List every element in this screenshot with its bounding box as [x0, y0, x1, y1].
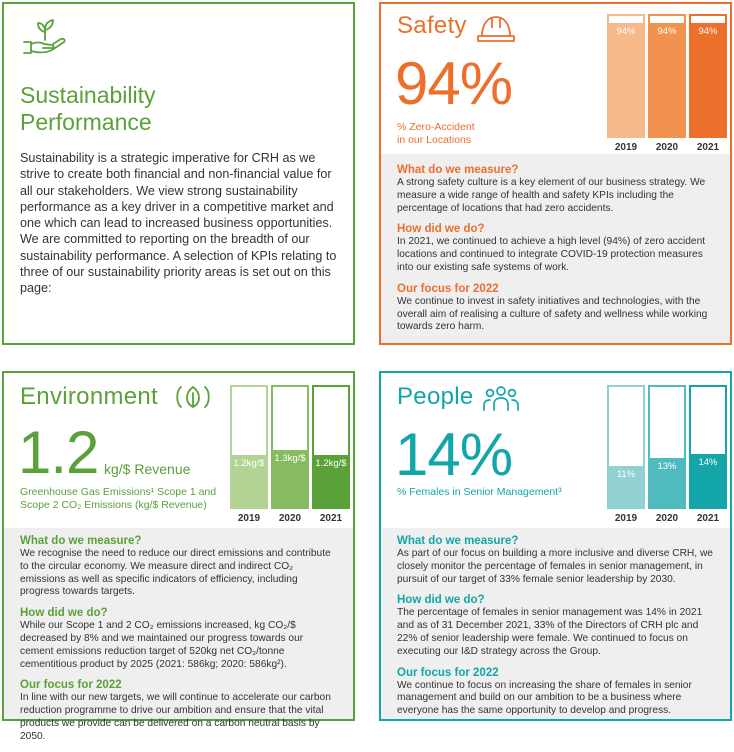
year-label-2021: 2021: [319, 513, 343, 524]
bar-2021: [691, 23, 725, 136]
people-focus-heading: Our focus for 2022: [397, 666, 499, 679]
safety-measure-heading: What do we measure?: [397, 164, 519, 176]
hand-plant-icon: [22, 18, 68, 56]
safety-title: Safety: [397, 12, 467, 39]
bar-frame-2019: [607, 385, 645, 509]
safety-kpi-label: % Zero-Accident in our Locations: [397, 121, 475, 146]
environment-panel: [2, 371, 355, 742]
bar-frame-2021: [689, 385, 727, 509]
people-how-heading: How did we do?: [397, 594, 485, 607]
safety-how-text: In 2021, we continued to achieve a high level (94%) of zero accident locations and continued to integrate COVID-19 protection measures into our existing safe systems of work.: [397, 236, 706, 273]
bar-frame-2019: [230, 385, 268, 509]
hard-hat-icon: [476, 10, 516, 46]
environment-details: [4, 528, 353, 742]
people-focus-text: We continue to focus on increasing the share of females in senior management and build on our ambition to be a business where everyone has the same opportunity to develop and progress.: [397, 679, 692, 717]
people-details: [381, 528, 730, 719]
environment-kpi-value: 1.2: [18, 419, 99, 486]
bar-label-2020: 1.3kg/$: [274, 453, 306, 464]
bar-label-2019: 1.2kg/$: [233, 458, 265, 469]
year-label-2019: 2019: [614, 513, 638, 524]
environment-how-heading: How did we do?: [20, 607, 108, 620]
safety-how-heading: How did we do?: [397, 223, 485, 236]
safety-measure-text: A strong safety culture is a key element of our business strategy. We measure a wide range of health and safety KPIs including the percentage of locations that had zero accidents.: [397, 177, 706, 214]
bar-label-2020: 13%: [657, 461, 677, 472]
environment-focus-heading: Our focus for 2022: [20, 679, 122, 692]
year-label-2021: 2021: [696, 142, 720, 153]
bar-label-2019: 94%: [616, 26, 636, 37]
bar-frame-2019: [607, 14, 645, 138]
year-label-2020: 2020: [278, 513, 302, 524]
bar-frame-2020: [271, 385, 309, 509]
safety-details: [381, 154, 730, 343]
safety-focus-text: We continue to invest in safety initiatives and technologies, with the overall aim of realising a culture of safety and wellness while working towards zero harm.: [397, 295, 708, 333]
people-how-text: The percentage of females in senior management was 14% in 2021 and as of 31 December 2021, 33% of the Directors of CRH plc and 22% of senior leadership were female. We continued to focus on executing our I&D strategy across the Group.: [397, 607, 703, 657]
people-measure-heading: What do we measure?: [397, 535, 519, 547]
year-label-2020: 2020: [655, 513, 679, 524]
safety-panel: [379, 2, 732, 345]
people-bar-chart: [607, 385, 727, 525]
people-title: People: [397, 383, 474, 410]
sustainability-intro: Sustainability is a strategic imperative for CRH as we strive to create both financial and non-financial value for all our stakeholders. We view strong sustainability performance as a key driver in a competitive market and one which can lead to increased business opportunities. We are committed to reporting on the breadth of our sustainability performance. A selection of KPIs relating to three of our sustainability priority areas is set out on this page:: [20, 151, 337, 296]
bar-2019: [609, 23, 643, 136]
bar-label-2019: 11%: [616, 469, 636, 480]
year-label-2019: 2019: [614, 142, 638, 153]
people-measure-text: As part of our focus on building a more inclusive and diverse CRH, we closely monitor the percentage of females in senior management, in pursuit of our target of 33% female senior leadership by 2030.: [397, 548, 713, 585]
environment-title: Environment: [20, 383, 159, 410]
year-label-2020: 2020: [655, 142, 679, 153]
bar-label-2021: 1.2kg/$: [315, 458, 347, 469]
safety-bar-chart: [607, 14, 727, 154]
safety-kpi-value: 94%: [395, 50, 513, 117]
people-panel: [379, 371, 732, 721]
year-label-2019: 2019: [237, 513, 261, 524]
safety-focus-heading: Our focus for 2022: [397, 282, 499, 295]
environment-focus-text: In line with our new targets, we will continue to accelerate our carbon reduction programme to drive our ambition and ensure that the vital products we provide can be delivered on a carbon neutral basis by 2050.: [20, 692, 331, 742]
bar-frame-2020: [648, 385, 686, 509]
bar-2020: [650, 23, 684, 136]
year-label-2021: 2021: [696, 513, 720, 524]
bar-label-2021: 14%: [698, 457, 718, 468]
bar-frame-2021: [689, 14, 727, 138]
bar-label-2020: 94%: [657, 26, 677, 37]
people-kpi-label: % Females in Senior Management³: [397, 486, 562, 498]
environment-kpi-unit: kg/$ Revenue: [104, 461, 191, 477]
bar-frame-2021: [312, 385, 350, 509]
sustainability-panel: [2, 2, 355, 345]
bar-frame-2020: [648, 14, 686, 138]
leaf-circle-icon: [172, 381, 214, 413]
sustainability-title: Sustainability Performance: [20, 82, 156, 135]
environment-measure-text: We recognise the need to reduce our direct emissions and contribute to the circular economy. We measure direct and indirect CO₂ emissions as well as specific indicators of efficiency, including progress towards targets.: [20, 548, 331, 598]
environment-bar-chart: [230, 385, 350, 525]
environment-how-text: While our Scope 1 and 2 CO₂ emissions increased, kg CO₂/$ decreased by 8% and we maintained our progress towards our cement emissions reduction target of 520kg net CO₂/tonne cementitious product by 2025 (2021: 586kg; 2020: 586kg²).: [20, 620, 304, 670]
environment-kpi-label: Greenhouse Gas Emissions¹ Scope 1 and Scope 2 CO₂ Emissions (kg/$ Revenue): [20, 486, 217, 511]
people-group-icon: [481, 383, 521, 413]
environment-measure-heading: What do we measure?: [20, 535, 142, 547]
people-kpi-value: 14%: [395, 421, 513, 488]
bar-label-2021: 94%: [698, 26, 718, 37]
